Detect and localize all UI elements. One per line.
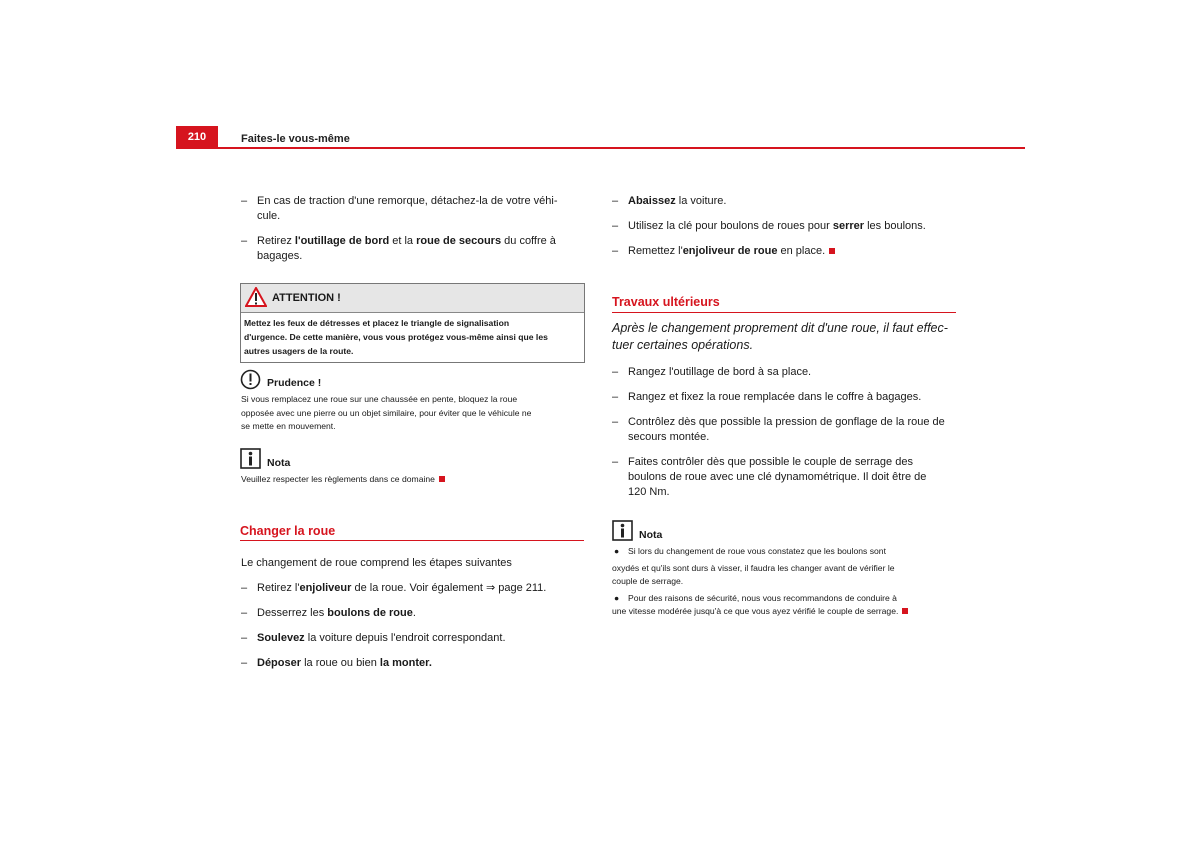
rich-line: Retirez l'outillage de bord et la roue de secours du coffre à [257, 235, 556, 247]
list-item: – Abaissez la voiture. [612, 195, 727, 207]
list-item: – Remettez l'enjoliveur de roue en place. [612, 244, 962, 259]
list-item: ● Pour des raisons de sécurité, nous vous recommandons de conduire à [612, 592, 962, 606]
section-rule [612, 312, 956, 313]
note-label: Nota [267, 457, 291, 469]
left-intro-list [241, 194, 586, 264]
section-title-changer: Changer la roue [240, 524, 336, 538]
end-marker-icon [439, 476, 445, 482]
caution-text: Si vous remplacez une roue sur une chaussée en pente, bloquez la roue opposée avec une pierre ou un objet similaire, pour éviter que le véhicule ne se mette en mouvement. [241, 394, 532, 431]
section-title-travaux: Travaux ultérieurs [612, 295, 720, 309]
list-item: – Desserrez les boulons de roue. [241, 607, 416, 619]
page-title: Faites-le vous-même [241, 133, 350, 145]
bullet-icon: ● [614, 592, 620, 603]
tasks-list [612, 365, 962, 500]
right-steps-list [612, 194, 962, 259]
list-item: – Retirez l'enjoliveur de la roue. Voir également ⇒ page 211. [241, 582, 547, 594]
steps-list [241, 581, 586, 671]
list-item: – Déposer la roue ou bien la monter. [241, 657, 432, 669]
section-lead: Après le changement proprement dit d'une roue, il faut effec- tuer certaines opérations. [612, 321, 948, 352]
warning-header [241, 284, 584, 313]
warning-text: Mettez les feux de détresses et placez le triangle de signalisation d'urgence. De cette manière, vous vous protégez vous-même ainsi que les autres usagers de la route. [244, 318, 548, 356]
info-icon [612, 520, 633, 541]
page-number: 210 [176, 126, 218, 148]
list-item: – Faites contrôler dès que possible le couple de serrage des boulons de roue avec une clé dynamométrique. Il doit être de 120 Nm. [612, 456, 927, 498]
caution-icon [240, 369, 261, 390]
list-item: – Soulevez la voiture depuis l'endroit correspondant. [241, 632, 506, 644]
list-item: – Rangez l'outillage de bord à sa place. [612, 366, 812, 378]
bullet-icon: ● [614, 546, 620, 556]
list-item: ● Si lors du changement de roue vous constatez que les boulons sont [612, 545, 962, 559]
note-label: Nota [639, 529, 663, 541]
info-icon [240, 448, 261, 469]
end-marker-icon [829, 248, 835, 254]
list-item: – Retirez l'outillage de bord et la roue de secours du coffre à bagages. [241, 235, 556, 262]
warning-box [240, 283, 585, 363]
list-item: – Contrôlez dès que possible la pression de gonflage de la roue de secours montée. [612, 416, 945, 443]
note-bullets: ● Si lors du changement de roue vous constatez que les boulons sont oxydés et qu'ils sont durs à visser, il faudra les changer avant de vérifier le couple de serrage. ● Pour des raisons de sécurité, nous vous recommandons de conduire à une vitesse modérée jusqu'à ce que vous ayez vérifié le couple de serrage. [612, 545, 962, 619]
rich-line: En cas de traction d'une remorque, détachez-la de votre véhi- [257, 195, 558, 207]
warning-label: ATTENTION ! [272, 292, 341, 304]
warning-triangle-icon [245, 287, 267, 307]
header-rule [176, 147, 1025, 149]
note-text: Veuillez respecter les règlements dans ce domaine [241, 473, 586, 487]
list-item: – Rangez et fixez la roue remplacée dans le coffre à bagages. [612, 391, 922, 403]
section-rule [240, 540, 584, 541]
section-lead: Le changement de roue comprend les étapes suivantes [241, 557, 512, 569]
end-marker-icon [902, 608, 908, 614]
list-item: – Utilisez la clé pour boulons de roues pour serrer les boulons. [612, 220, 926, 232]
caution-label: Prudence ! [267, 377, 322, 389]
list-item: – En cas de traction d'une remorque, détachez-la de votre véhi- cule. [241, 195, 558, 222]
